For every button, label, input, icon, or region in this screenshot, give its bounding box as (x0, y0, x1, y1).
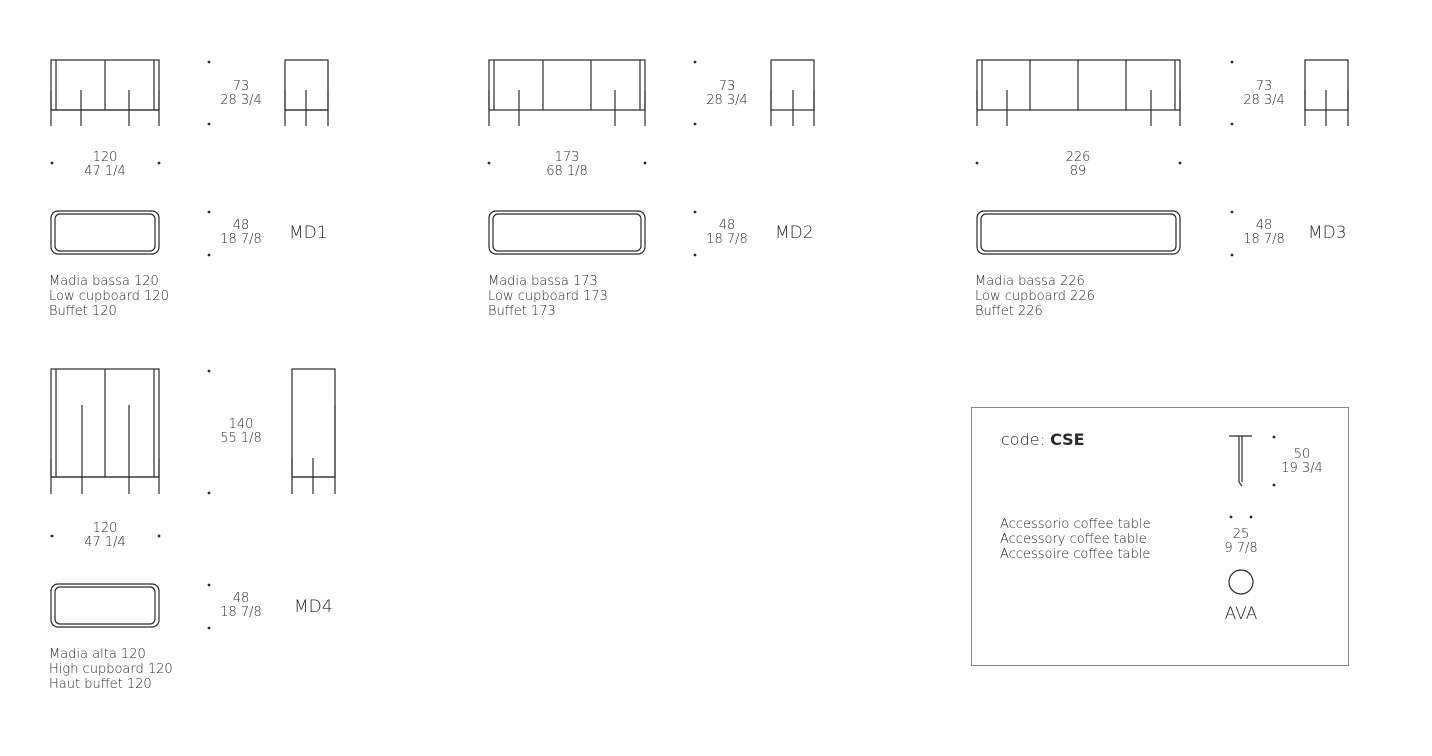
name-it: Madia bassa 120 (49, 274, 159, 289)
name-fr: Haut buffet 120 (49, 677, 152, 692)
dim-in: 68 1/8 (546, 164, 588, 179)
dim-cm: 73 (718, 79, 736, 94)
md1-height-dimension (211, 80, 271, 108)
md3-front-view (977, 60, 1180, 126)
name-it: Madia alta 120 (49, 647, 146, 662)
md2-side-view (771, 60, 814, 126)
code-label: code: (1001, 430, 1045, 449)
md3-width-dimension (1048, 151, 1108, 179)
accessory-diameter-dimension (1211, 528, 1271, 556)
md2-top-view (489, 211, 645, 254)
md4-top-view (51, 584, 159, 627)
md3-height-dimension (1234, 80, 1294, 108)
dim-cm: 120 (92, 521, 118, 536)
md4-depth-dimension (211, 592, 271, 620)
name-fr: Buffet 226 (975, 304, 1043, 319)
dim-cm: 48 (232, 591, 250, 606)
dim-in: 55 1/8 (220, 431, 262, 446)
dim-in: 9 7/8 (1224, 541, 1258, 556)
md1-description (49, 274, 169, 319)
accessory-description (1000, 517, 1151, 562)
dim-cm: 140 (228, 417, 254, 432)
dim-in: 47 1/4 (84, 535, 126, 550)
md1-front-view (51, 60, 159, 126)
accessory-code: CSE (1050, 430, 1085, 449)
md2-width-dimension (537, 151, 597, 179)
md2-description (488, 274, 608, 319)
accessory-code-title (1001, 431, 1085, 449)
name-fr: Buffet 173 (488, 304, 556, 319)
md1-depth-dimension (211, 219, 271, 247)
dim-cm: 73 (232, 79, 250, 94)
md3-top-view (977, 211, 1180, 254)
name-fr: Accessoire coffee table (1000, 547, 1151, 562)
name-en: High cupboard 120 (49, 662, 173, 677)
md1-side-view (285, 60, 328, 126)
md3-code: MD3 (1308, 223, 1347, 243)
dim-cm: 120 (92, 150, 118, 165)
md4-front-view (51, 369, 159, 494)
dim-cm: 48 (718, 218, 736, 233)
dim-cm: 48 (232, 218, 250, 233)
name-it: Madia bassa 226 (975, 274, 1085, 289)
md2-depth-dimension (697, 219, 757, 247)
dim-in: 28 3/4 (220, 93, 262, 108)
md1-code: MD1 (289, 223, 328, 243)
md2-front-view (489, 60, 645, 126)
name-en: Low cupboard 120 (49, 289, 169, 304)
name-it: Madia bassa 173 (488, 274, 598, 289)
dim-in: 18 7/8 (706, 232, 748, 247)
md1-top-view (51, 211, 159, 254)
name-en: Accessory coffee table (1000, 532, 1147, 547)
md4-code: MD4 (294, 597, 333, 617)
dim-in: 28 3/4 (1243, 93, 1285, 108)
md3-description (975, 274, 1095, 319)
md4-side-view (292, 369, 335, 494)
dim-cm: 25 (1232, 527, 1250, 542)
md2-height-dimension (697, 80, 757, 108)
name-fr: Buffet 120 (49, 304, 117, 319)
md3-depth-dimension (1234, 219, 1294, 247)
dim-in: 18 7/8 (220, 605, 262, 620)
md1-width-dimension (75, 151, 135, 179)
dim-in: 19 3/4 (1281, 461, 1323, 476)
dim-cm: 173 (554, 150, 580, 165)
md4-description (49, 647, 173, 692)
dim-cm: 73 (1255, 79, 1273, 94)
md4-height-dimension (211, 418, 271, 446)
md3-side-view (1305, 60, 1348, 126)
dim-cm: 48 (1255, 218, 1273, 233)
md2-code: MD2 (775, 223, 814, 243)
name-en: Low cupboard 226 (975, 289, 1095, 304)
name-it: Accessorio coffee table (1000, 517, 1151, 532)
dim-in: 47 1/4 (84, 164, 126, 179)
dim-in: 18 7/8 (1243, 232, 1285, 247)
accessory-height-dimension (1272, 448, 1332, 476)
dim-in: 89 (1069, 164, 1087, 179)
dim-cm: 226 (1065, 150, 1091, 165)
finish-label: AVA (1224, 604, 1258, 624)
dim-in: 18 7/8 (220, 232, 262, 247)
dim-in: 28 3/4 (706, 93, 748, 108)
md4-width-dimension (75, 522, 135, 550)
name-en: Low cupboard 173 (488, 289, 608, 304)
dim-cm: 50 (1293, 447, 1311, 462)
